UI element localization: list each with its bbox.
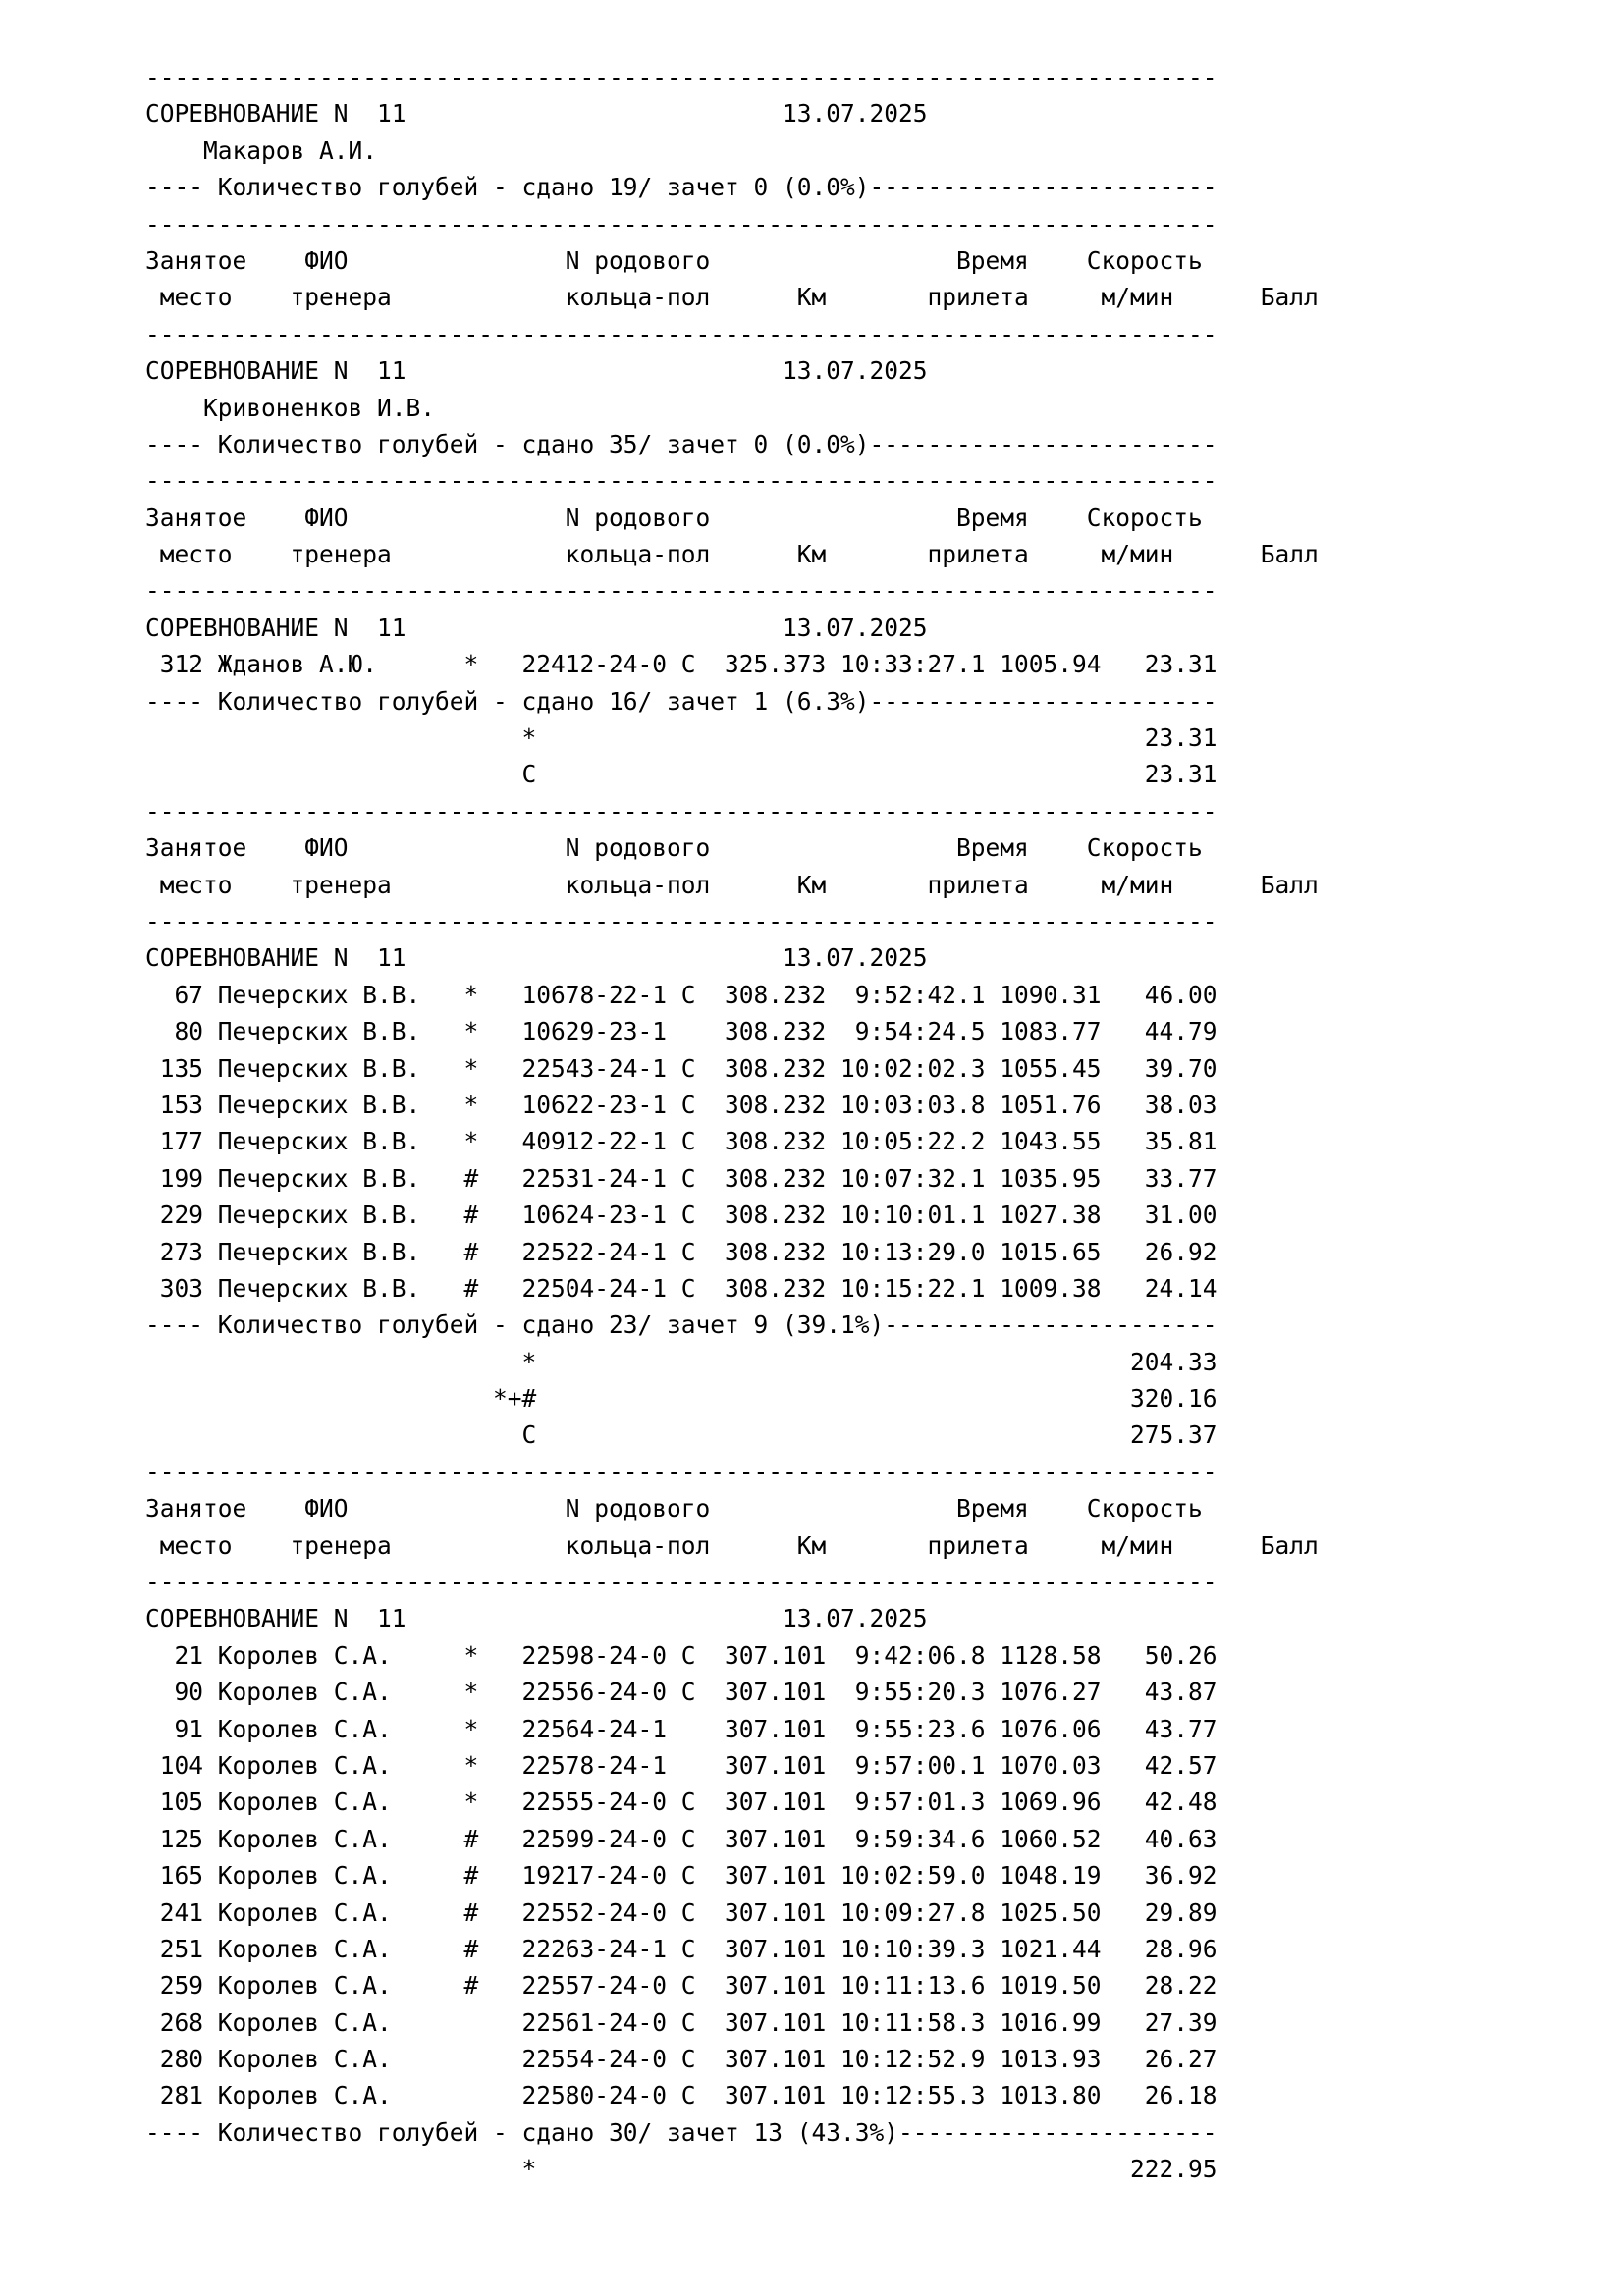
report-line: СОРЕВНОВАНИЕ N 11 13.07.2025 xyxy=(145,613,928,642)
separator-rule: -------------------------------------------------------------------------- xyxy=(145,466,1218,496)
report-line: 273 Печерских В.В. # 22522-24-1 С 308.232 10:13:29.0 1015.65 26.92 xyxy=(145,1237,1218,1266)
report-line: ---- Количество голубей - сдано 16/ зачет 1 (6.3%)------------------------ xyxy=(145,686,1218,716)
separator-rule: -------------------------------------------------------------------------- xyxy=(145,1568,1218,1597)
report-line: ---- Количество голубей - сдано 35/ зачет 0 (0.0%)------------------------ xyxy=(145,429,1218,458)
report-line: * 222.95 xyxy=(145,2155,1218,2184)
report-line: 303 Печерских В.В. # 22504-24-1 С 308.232 10:15:22.1 1009.38 24.14 xyxy=(145,1273,1218,1303)
report-line: 165 Королев С.А. # 19217-24-0 С 307.101 10:02:59.0 1048.19 36.92 xyxy=(145,1861,1218,1891)
report-line: СОРЕВНОВАНИЕ N 11 13.07.2025 xyxy=(145,943,928,973)
report-line: *+# 320.16 xyxy=(145,1384,1218,1414)
report-line: СОРЕВНОВАНИЕ N 11 13.07.2025 xyxy=(145,99,928,129)
report-line: Занятое ФИО N родового Время Скорость xyxy=(145,833,1203,863)
report-line: 229 Печерских В.В. # 10624-23-1 С 308.232 10:10:01.1 1027.38 31.00 xyxy=(145,1201,1218,1230)
report-line: ---- Количество голубей - сдано 23/ зачет 9 (39.1%)----------------------- xyxy=(145,1310,1218,1340)
report-line: 251 Королев С.А. # 22263-24-1 С 307.101 10:10:39.3 1021.44 28.96 xyxy=(145,1934,1218,1963)
report-line: место тренера кольца-пол Км прилета м/мин Балл xyxy=(145,540,1319,569)
report-line: 281 Королев С.А. 22580-24-0 С 307.101 10:12:55.3 1013.80 26.18 xyxy=(145,2081,1218,2110)
report-line: 90 Королев С.А. * 22556-24-0 С 307.101 9:55:20.3 1076.27 43.87 xyxy=(145,1678,1218,1707)
separator-rule: -------------------------------------------------------------------------- xyxy=(145,319,1218,348)
separator-rule: -------------------------------------------------------------------------- xyxy=(145,796,1218,826)
report-line: 125 Королев С.А. # 22599-24-0 С 307.101 9:59:34.6 1060.52 40.63 xyxy=(145,1824,1218,1853)
report-line: 241 Королев С.А. # 22552-24-0 С 307.101 10:09:27.8 1025.50 29.89 xyxy=(145,1897,1218,1927)
separator-rule: -------------------------------------------------------------------------- xyxy=(145,209,1218,239)
report-line: 259 Королев С.А. # 22557-24-0 С 307.101 10:11:13.6 1019.50 28.22 xyxy=(145,1971,1218,2001)
separator-rule: -------------------------------------------------------------------------- xyxy=(145,1457,1218,1486)
report-text-body xyxy=(145,59,1624,2188)
report-line: С 275.37 xyxy=(145,1420,1218,1450)
report-line: ---- Количество голубей - сдано 30/ зачет 13 (43.3%)---------------------- xyxy=(145,2117,1218,2147)
report-line: 153 Печерских В.В. * 10622-23-1 С 308.232 10:03:03.8 1051.76 38.03 xyxy=(145,1090,1218,1119)
report-line: * 204.33 xyxy=(145,1347,1218,1376)
report-line: 21 Королев С.А. * 22598-24-0 С 307.101 9:42:06.8 1128.58 50.26 xyxy=(145,1640,1218,1670)
report-line: 135 Печерских В.В. * 22543-24-1 С 308.232 10:02:02.3 1055.45 39.70 xyxy=(145,1053,1218,1083)
report-line: * 23.31 xyxy=(145,723,1218,753)
report-line: 177 Печерских В.В. * 40912-22-1 С 308.232 10:05:22.2 1043.55 35.81 xyxy=(145,1127,1218,1156)
report-line: 199 Печерских В.В. # 22531-24-1 С 308.232 10:07:32.1 1035.95 33.77 xyxy=(145,1163,1218,1193)
report-line: Кривоненков И.В. xyxy=(145,393,436,422)
report-line: 104 Королев С.А. * 22578-24-1 307.101 9:57:00.1 1070.03 42.57 xyxy=(145,1750,1218,1780)
report-line: место тренера кольца-пол Км прилета м/мин Балл xyxy=(145,870,1319,899)
report-line: 80 Печерских В.В. * 10629-23-1 308.232 9:54:24.5 1083.77 44.79 xyxy=(145,1017,1218,1046)
report-line: Занятое ФИО N родового Время Скорость xyxy=(145,245,1203,275)
separator-rule: -------------------------------------------------------------------------- xyxy=(145,906,1218,935)
report-line: 91 Королев С.А. * 22564-24-1 307.101 9:55:23.6 1076.06 43.77 xyxy=(145,1714,1218,1743)
report-line: 105 Королев С.А. * 22555-24-0 С 307.101 9:57:01.3 1069.96 42.48 xyxy=(145,1788,1218,1817)
report-line: Занятое ФИО N родового Время Скорость xyxy=(145,503,1203,532)
report-line: Занятое ФИО N родового Время Скорость xyxy=(145,1494,1203,1523)
report-line: 312 Жданов А.Ю. * 22412-24-0 С 325.373 10:33:27.1 1005.94 23.31 xyxy=(145,650,1218,679)
report-line: ---- Количество голубей - сдано 19/ зачет 0 (0.0%)------------------------ xyxy=(145,173,1218,202)
report-line: место тренера кольца-пол Км прилета м/мин Балл xyxy=(145,1530,1319,1560)
report-line: 67 Печерских В.В. * 10678-22-1 С 308.232 9:52:42.1 1090.31 46.00 xyxy=(145,980,1218,1009)
report-line: место тренера кольца-пол Км прилета м/мин Балл xyxy=(145,283,1319,312)
report-line: С 23.31 xyxy=(145,760,1218,789)
report-line: СОРЕВНОВАНИЕ N 11 13.07.2025 xyxy=(145,1604,928,1633)
report-line: Макаров А.И. xyxy=(145,135,378,165)
report-line: 280 Королев С.А. 22554-24-0 С 307.101 10:12:52.9 1013.93 26.27 xyxy=(145,2045,1218,2074)
report-line: СОРЕВНОВАНИЕ N 11 13.07.2025 xyxy=(145,356,928,386)
separator-rule: -------------------------------------------------------------------------- xyxy=(145,576,1218,606)
separator-rule: -------------------------------------------------------------------------- xyxy=(145,63,1218,91)
report-line: 268 Королев С.А. 22561-24-0 С 307.101 10:11:58.3 1016.99 27.39 xyxy=(145,2007,1218,2037)
